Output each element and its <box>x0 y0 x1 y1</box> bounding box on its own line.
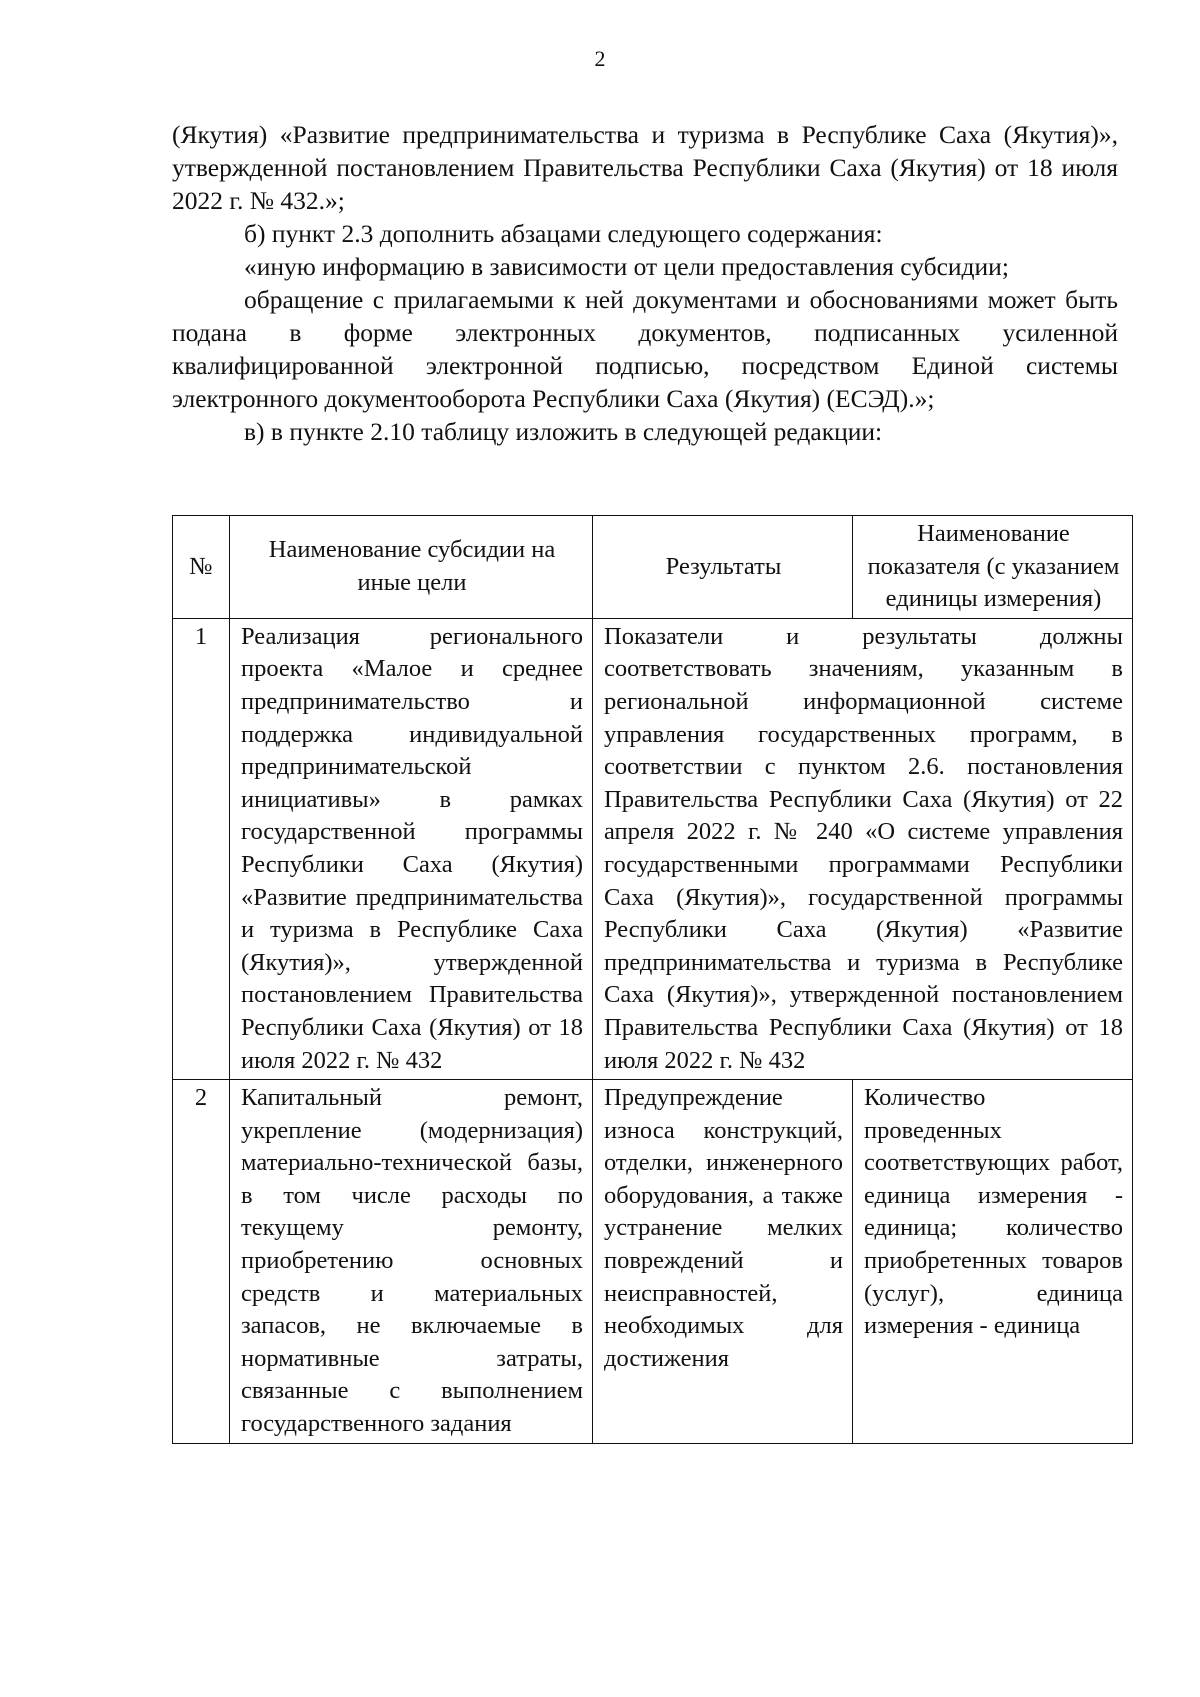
table-row <box>173 1080 1133 1444</box>
page-number: 2 <box>594 46 606 71</box>
subsidy-table <box>172 515 1133 1444</box>
row-subsidy-name: Капитальный ремонт, укрепление (модернизация) материально-технической базы, в том числе расходы по текущему ремонту, приобретению основных средств и материальных запасов, не включаемые в нормативные затраты, связанные с выполнением государственного задания <box>230 1080 593 1444</box>
row-results: Показатели и результаты должны соответствовать значениям, указанным в региональной информационной системе управления государственных программ, в соответствии с пунктом 2.6. постановления Правительства Республики Саха (Якутия) от 22 апреля 2022 г. № 240 «О системе управления государственными программами Республики Саха (Якутия)», государственной программы Республики Саха (Якутия) «Развитие предпринимательства и туризма в Республике Саха (Якутия)», утвержденной постановлением Правительства Республики Саха (Якутия) от 18 июля 2022 г. № 432 <box>593 618 1133 1079</box>
row-num: 1 <box>173 618 230 1079</box>
table-row <box>173 618 1133 1079</box>
row-subsidy-name: Реализация регионального проекта «Малое и среднее предпринимательство и поддержка индивидуальной предпринимательской инициативы» в рамках государственной программы Республики Саха (Якутия) «Развитие предпринимательства и туризма в Республике Саха (Якутия)», утвержденной постановлением Правительства Республики Саха (Якутия) от 18 июля 2022 г. № 432 <box>230 618 593 1079</box>
header-results: Результаты <box>593 516 853 619</box>
paragraph-quote-start: «иную информацию в зависимости от цели предоставления субсидии; <box>244 252 1009 281</box>
row-results: Предупреждение износа конструкций, отделки, инженерного оборудования, а также устранение мелких повреждений и неисправностей, необходимых для достижения <box>593 1080 853 1444</box>
header-subsidy-name: Наименование субсидии на иные цели <box>230 516 593 619</box>
row-indicator: Количество проведенных соответствующих работ, единица измерения - единица; количество приобретенных товаров (услуг), единица измерения - единица <box>853 1080 1133 1444</box>
row-num: 2 <box>173 1080 230 1444</box>
paragraph-item-b: б) пункт 2.3 дополнить абзацами следующего содержания: <box>244 219 883 248</box>
paragraph-item-v: в) в пункте 2.10 таблицу изложить в следующей редакции: <box>244 417 883 446</box>
table-header-row <box>173 516 1133 619</box>
paragraph-electronic-docs: обращение с прилагаемыми к ней документами и обоснованиями может быть подана в форме электронных документов, подписанных усиленной квалифицированной электронной подписью, посредством Единой системы электронного документооборота Республики Саха (Якутия) (ЕСЭД).»; <box>172 285 1118 413</box>
body-text <box>172 118 1118 448</box>
header-num: № <box>173 516 230 619</box>
paragraph-continuation: (Якутия) «Развитие предпринимательства и туризма в Республике Саха (Якутия)», утвержденной постановлением Правительства Республики Саха (Якутия) от 18 июля 2022 г. № 432.»; <box>172 120 1118 215</box>
header-indicator: Наименование показателя (с указанием единицы измерения) <box>853 516 1133 619</box>
